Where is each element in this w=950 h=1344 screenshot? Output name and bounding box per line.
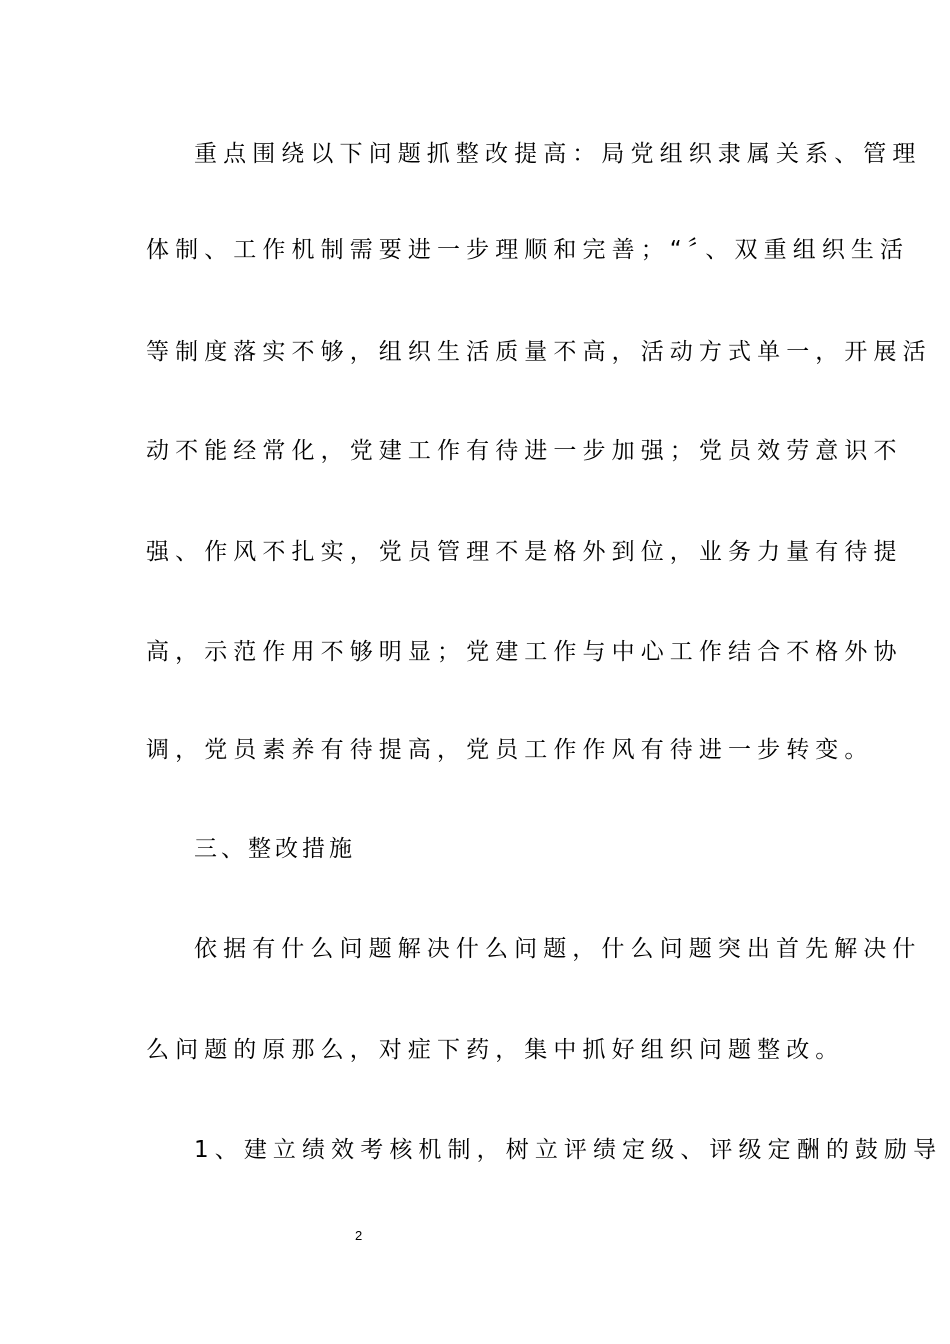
paragraph-line: 等制度落实不够，组织生活质量不高，活动方式单一，开展活 [146, 339, 932, 365]
paragraph-line: 强、作风不扎实，党员管理不是格外到位，业务力量有待提 [146, 539, 903, 565]
paragraph-line: 体制、工作机制需要进一步理顺和完善；“〞、双重组织生活 [146, 237, 910, 263]
paragraph-line: 高，示范作用不够明显；党建工作与中心工作结合不格外协 [146, 639, 903, 665]
section-heading: 三、整改措施 [194, 836, 356, 862]
paragraph-line: 调，党员素养有待提高，党员工作作风有待进一步转变。 [146, 737, 874, 763]
paragraph-line: 么问题的原那么，对症下药，集中抓好组织问题整改。 [146, 1037, 845, 1063]
paragraph-line: 依据有什么问题解决什么问题，什么问题突出首先解决什 [194, 936, 922, 962]
page-number: 2 [355, 1228, 363, 1243]
paragraph-line: 重点围绕以下问题抓整改提高：局党组织隶属关系、管理 [194, 141, 922, 167]
paragraph-line: 1、建立绩效考核机制，树立评绩定级、评级定酬的鼓励导 [194, 1137, 943, 1163]
paragraph-line: 动不能经常化，党建工作有待进一步加强；党员效劳意识不 [146, 438, 903, 464]
